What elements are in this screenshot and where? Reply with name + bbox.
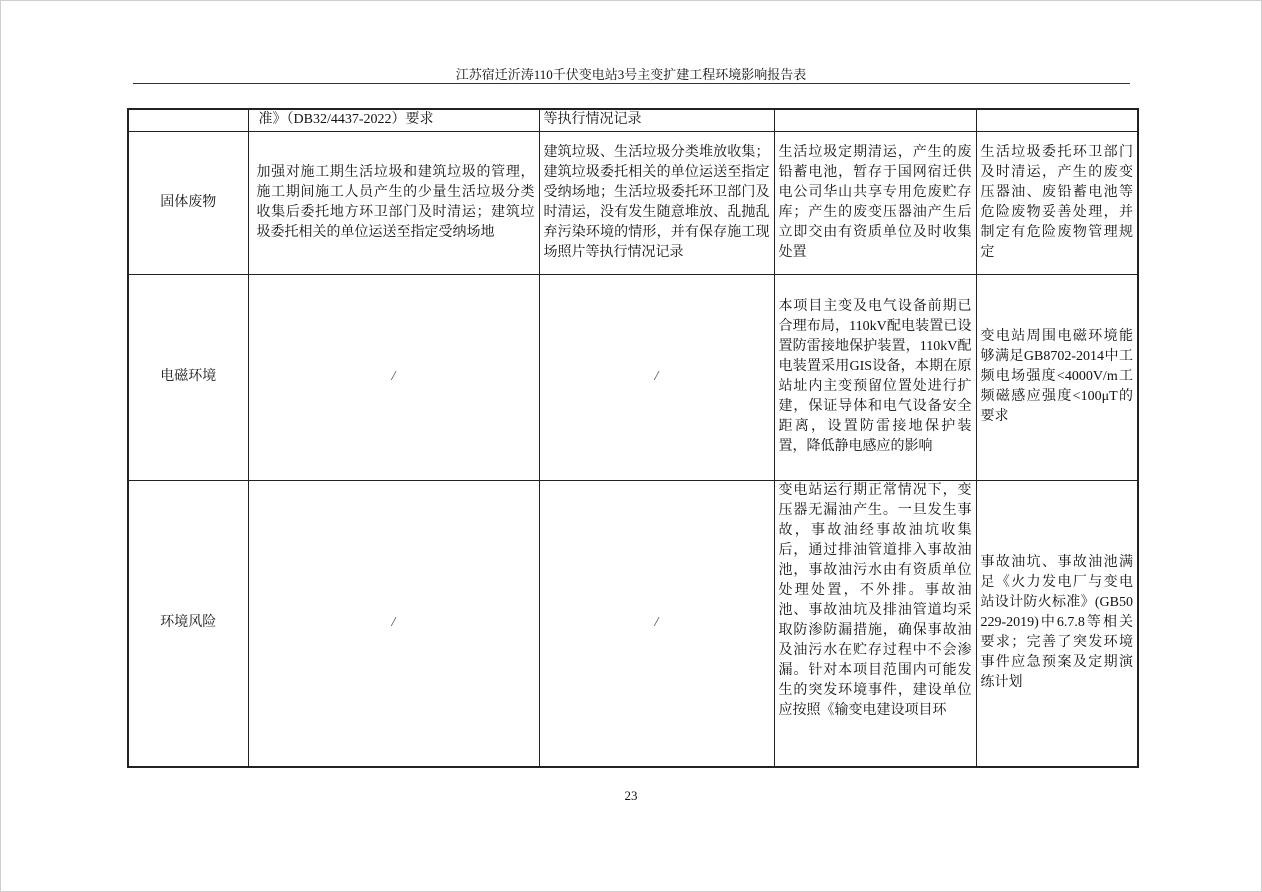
table-row (128, 131, 1138, 274)
requirement-cell: / (248, 480, 539, 767)
measure-cell: 变电站运行期正常情况下，变压器无漏油产生。一旦发生事故，事故油经事故油坑收集后，通过排油管道排入事故油池，事故油污水由有资质单位处理处置，不外排。事故油池、事故油坑及排油管道均采取防渗防漏措施，确保事故油及油污水在贮存过程中不会渗漏。针对本项目范围内可能发生的突发环境事件，建设单位应按照《输变电建设项目环 (774, 480, 976, 767)
measure-cell: 本项目主变及电气设备前期已合理布局，110kV配电装置已设置防雷接地保护装置，110kV配电装置采用GIS设备，本期在原站址内主变预留位置处进行扩建，保证导体和电气设备安全距离，设置防雷接地保护装置，降低静电感应的影响 (774, 274, 976, 480)
table-cell (128, 109, 248, 131)
effect-cell: 变电站周围电磁环境能够满足GB8702-2014中工频电场强度<4000V/m工频磁感应强度<100μT的要求 (976, 274, 1138, 480)
environment-measures-table (127, 108, 1139, 768)
table-cell (774, 109, 976, 131)
table-cell: 等执行情况记录 (539, 109, 774, 131)
table-row (128, 480, 1138, 767)
execution-cell: 建筑垃圾、生活垃圾分类堆放收集；建筑垃圾委托相关的单位运送至指定受纳场地；生活垃圾委托环卫部门及时清运，没有发生随意堆放、乱抛乱弃污染环境的情形，并有保存施工现场照片等执行情况记录 (539, 131, 774, 274)
category-cell: 环境风险 (128, 480, 248, 767)
requirement-cell: / (248, 274, 539, 480)
table-cell: 准》（DB32/4437-2022）要求 (248, 109, 539, 131)
table-row (128, 274, 1138, 480)
table-row-continuation (128, 109, 1138, 131)
category-cell: 固体废物 (128, 131, 248, 274)
execution-cell: / (539, 274, 774, 480)
measure-cell: 生活垃圾定期清运，产生的废铅蓄电池，暂存于国网宿迁供电公司华山共享专用危废贮存库；产生的废变压器油产生后立即交由有资质单位及时收集处置 (774, 131, 976, 274)
effect-cell: 生活垃圾委托环卫部门及时清运，产生的废变压器油、废铅蓄电池等危险废物妥善处理，并制定有危险废物管理规定 (976, 131, 1138, 274)
execution-cell: / (539, 480, 774, 767)
effect-cell: 事故油坑、事故油池满足《火力发电厂与变电站设计防火标准》(GB50229-2019)中6.7.8等相关要求；完善了突发环境事件应急预案及定期演练计划 (976, 480, 1138, 767)
page-header: 江苏宿迁沂涛110千伏变电站3号主变扩建工程环境影响报告表 (455, 67, 807, 82)
page-number: 23 (624, 788, 638, 803)
header-rule (133, 83, 1130, 84)
category-cell: 电磁环境 (128, 274, 248, 480)
requirement-cell: 加强对施工期生活垃圾和建筑垃圾的管理，施工期间施工人员产生的少量生活垃圾分类收集后委托地方环卫部门及时清运；建筑垃圾委托相关的单位运送至指定受纳场地 (248, 131, 539, 274)
table-cell (976, 109, 1138, 131)
